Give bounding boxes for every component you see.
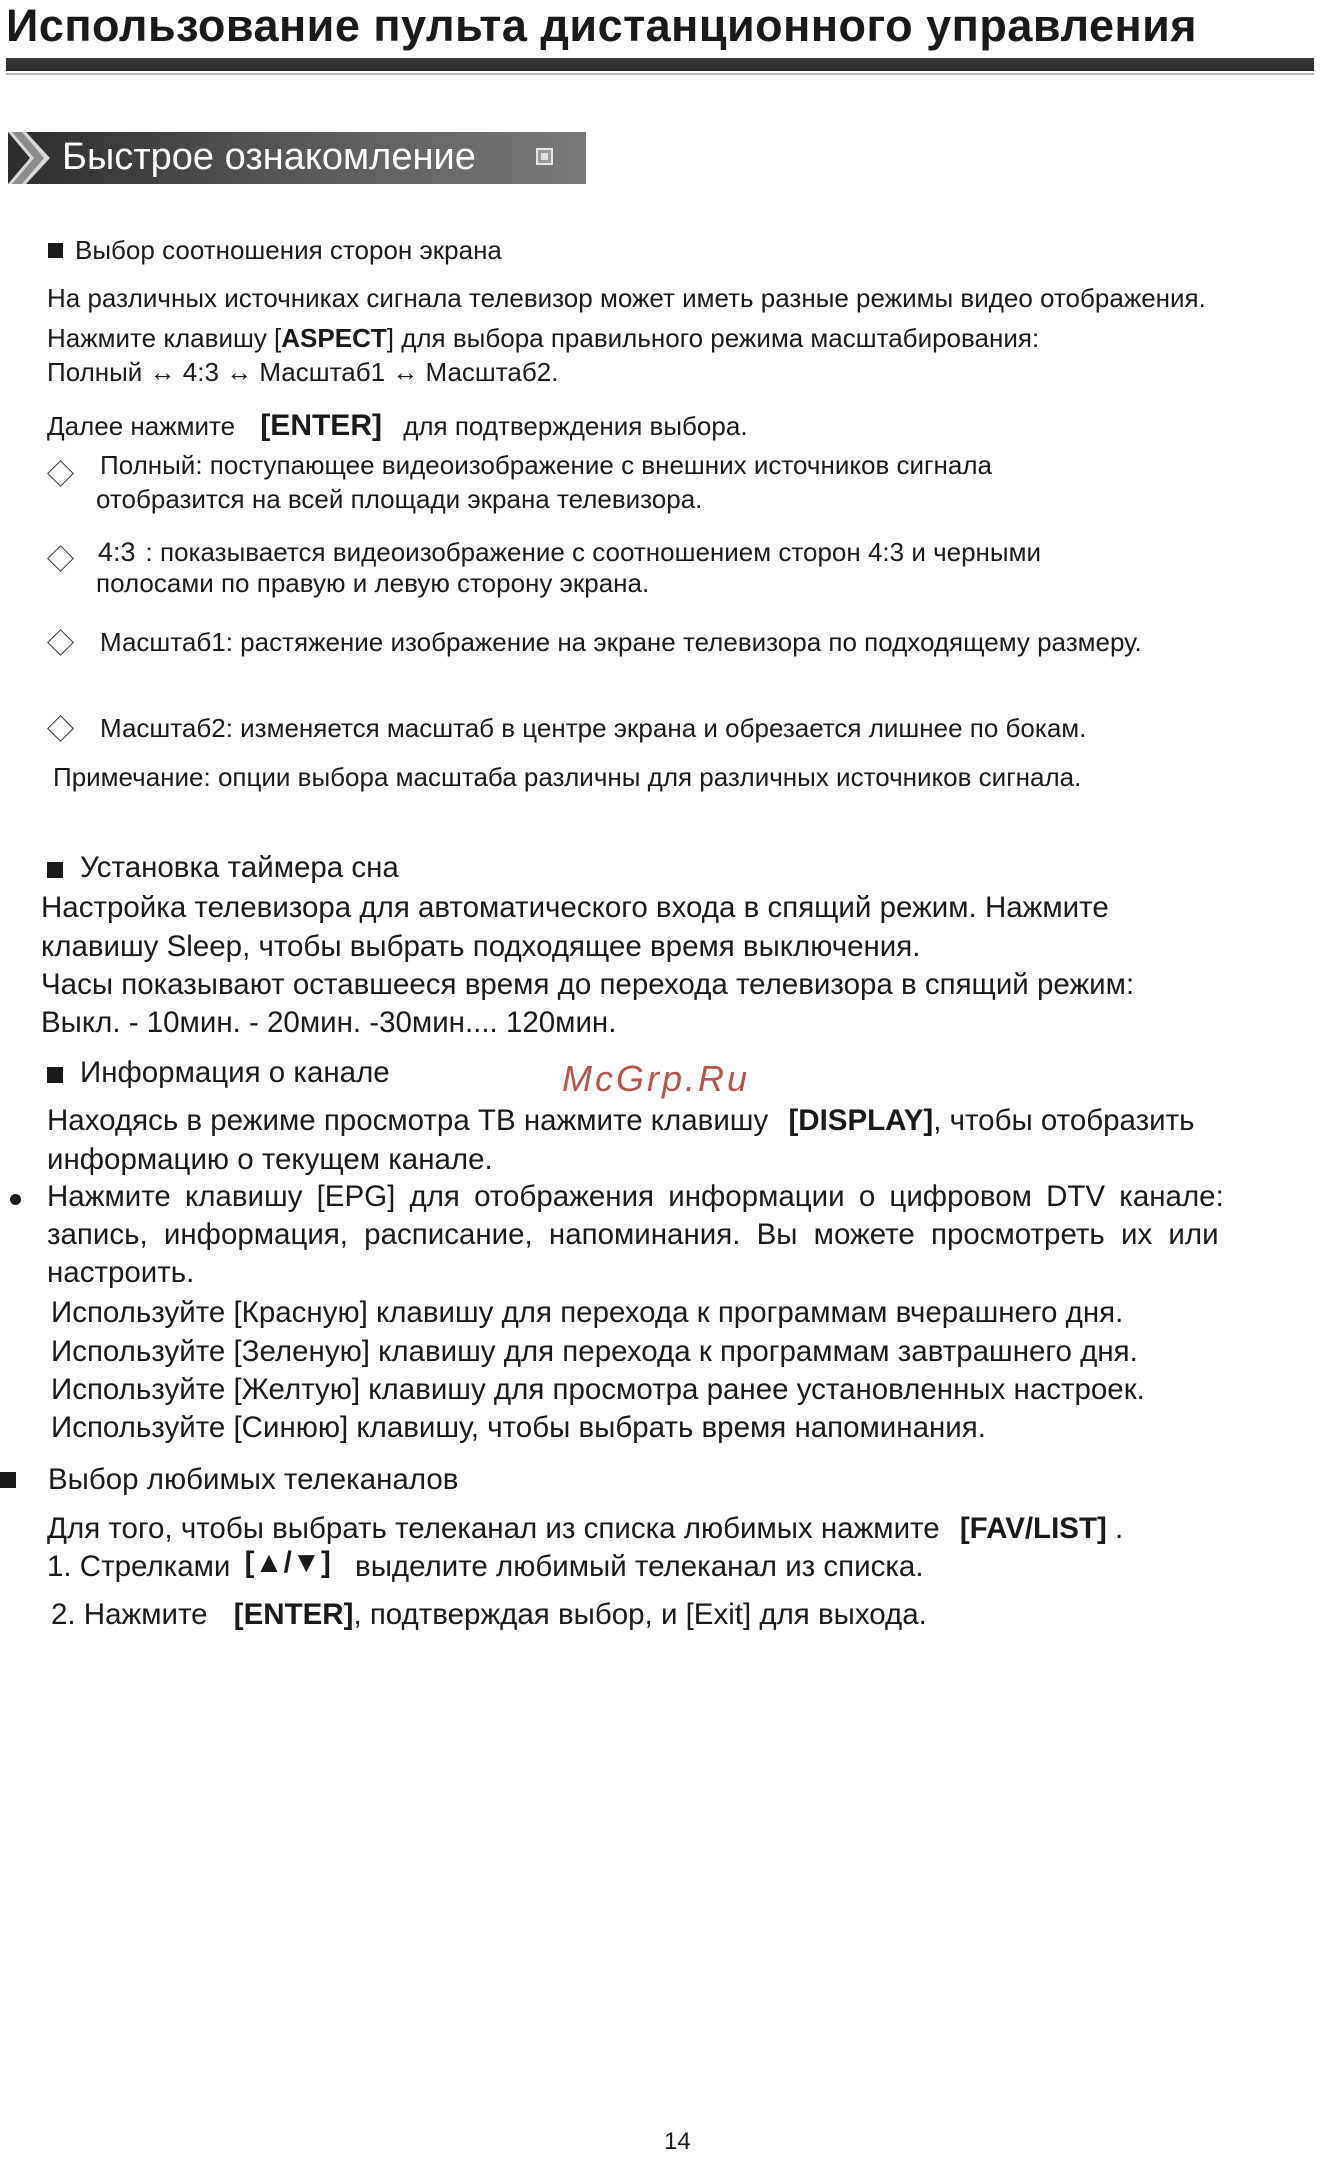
favorites-step1: 1. Стрелками [▲/▼] выделите любимый телеканал из списка. — [47, 1546, 924, 1583]
mode-full: Полный: поступающее видеоизображение с внешних источников сигнала — [100, 450, 992, 480]
diamond-bullet-icon — [47, 460, 74, 487]
aspect-heading: Выбор соотношения сторон экрана — [75, 235, 502, 265]
title-rule-thin — [6, 73, 1314, 75]
favorites-step2: 2. Нажмите [ENTER], подтверждая выбор, и [Exit] для выхода. — [51, 1598, 927, 1631]
bullet-square-icon — [0, 1472, 16, 1488]
sleep-heading: Установка таймера сна — [80, 851, 399, 884]
aspect-confirm: Далее нажмите [ENTER] для подтверждения выбора. — [47, 409, 748, 442]
display-key: [DISPLAY] — [788, 1104, 934, 1137]
channel-info-heading: Информация о канале — [80, 1056, 390, 1089]
mode-zoom1: Масштаб1: растяжение изображение на экране телевизора по подходящему размеру. — [100, 627, 1142, 657]
display-line2: информацию о текущем канале. — [47, 1143, 493, 1176]
color-key-line: Используйте [Красную] клавишу для перехода к программам вчерашнего дня. — [51, 1296, 1124, 1329]
diamond-bullet-icon — [47, 545, 74, 572]
color-key-line: Используйте [Желтую] клавишу для просмотра ранее установленных настроек. — [51, 1373, 1145, 1406]
epg-line: Нажмите клавишу [EPG] для отображения информации о цифровом DTV канале: — [47, 1180, 1224, 1213]
title-rule — [6, 58, 1314, 71]
aspect-key: ASPECT — [281, 323, 387, 353]
mode-full-desc: отобразится на всей площади экрана телевизора. — [96, 484, 703, 514]
mode-zoom2: Масштаб2: изменяется масштаб в центре экрана и обрезается лишнее по бокам. — [100, 713, 1087, 743]
diamond-bullet-icon — [47, 715, 74, 742]
watermark: McGrp.Ru — [562, 1058, 751, 1099]
enter-key: [ENTER] — [233, 1598, 354, 1631]
aspect-line1: На различных источниках сигнала телевизор может иметь разные режимы видео отображения. — [47, 283, 1206, 313]
aspect-line3: Полный ↔ 4:3 ↔ Масштаб1 ↔ Масштаб2. — [47, 357, 559, 387]
color-key-line: Используйте [Синюю] клавишу, чтобы выбрать время напоминания. — [51, 1411, 986, 1444]
epg-line: настроить. — [47, 1256, 195, 1289]
mode-43: 4:3 : показывается видеоизображение с соотношением сторон 4:3 и черными — [98, 537, 1041, 567]
bullet-square-icon — [47, 1067, 63, 1083]
chevron-right-icon — [8, 132, 50, 184]
page-title: Использование пульта дистанционного управления — [6, 0, 1198, 51]
favorites-heading: Выбор любимых телеканалов — [48, 1463, 459, 1496]
mode-43-desc: полосами по правую и левую сторону экрана. — [96, 568, 650, 598]
favorites-line1: Для того, чтобы выбрать телеканал из списка любимых нажмите [FAV/LIST] . — [47, 1512, 1124, 1545]
bullet-square-icon — [47, 862, 63, 878]
color-key-line: Используйте [Зеленую] клавишу для перехода к программам завтрашнего дня. — [51, 1335, 1138, 1368]
section-banner-title: Быстрое ознакомление — [62, 136, 476, 178]
arrow-keys: [▲/▼] — [244, 1546, 331, 1579]
aspect-line2: Нажмите клавишу [ASPECT] для выбора правильного режима масштабирования: — [47, 323, 1040, 353]
enter-key: [ENTER] — [260, 409, 382, 442]
diamond-bullet-icon — [47, 629, 74, 656]
sleep-line: Часы показывают оставшееся время до перехода телевизора в спящий режим: — [41, 968, 1135, 1001]
page-number: 14 — [664, 2128, 691, 2155]
aspect-note: Примечание: опции выбора масштаба различны для различных источников сигнала. — [53, 762, 1082, 792]
display-line: Находясь в режиме просмотра ТВ нажмите клавишу [DISPLAY], чтобы отобразить — [47, 1104, 1195, 1137]
sleep-line: клавишу Sleep, чтобы выбрать подходящее время выключения. — [41, 930, 921, 963]
sleep-line: Выкл. - 10мин. - 20мин. -30мин.... 120мин. — [41, 1006, 617, 1039]
epg-line: запись, информация, расписание, напоминания. Вы можете просмотреть их или — [47, 1218, 1219, 1251]
bullet-dot-icon — [10, 1194, 21, 1205]
square-icon — [536, 148, 553, 165]
sleep-line: Настройка телевизора для автоматического входа в спящий режим. Нажмите — [41, 891, 1109, 924]
fav-list-key: [FAV/LIST] — [959, 1512, 1107, 1545]
bullet-square-icon — [48, 243, 63, 258]
